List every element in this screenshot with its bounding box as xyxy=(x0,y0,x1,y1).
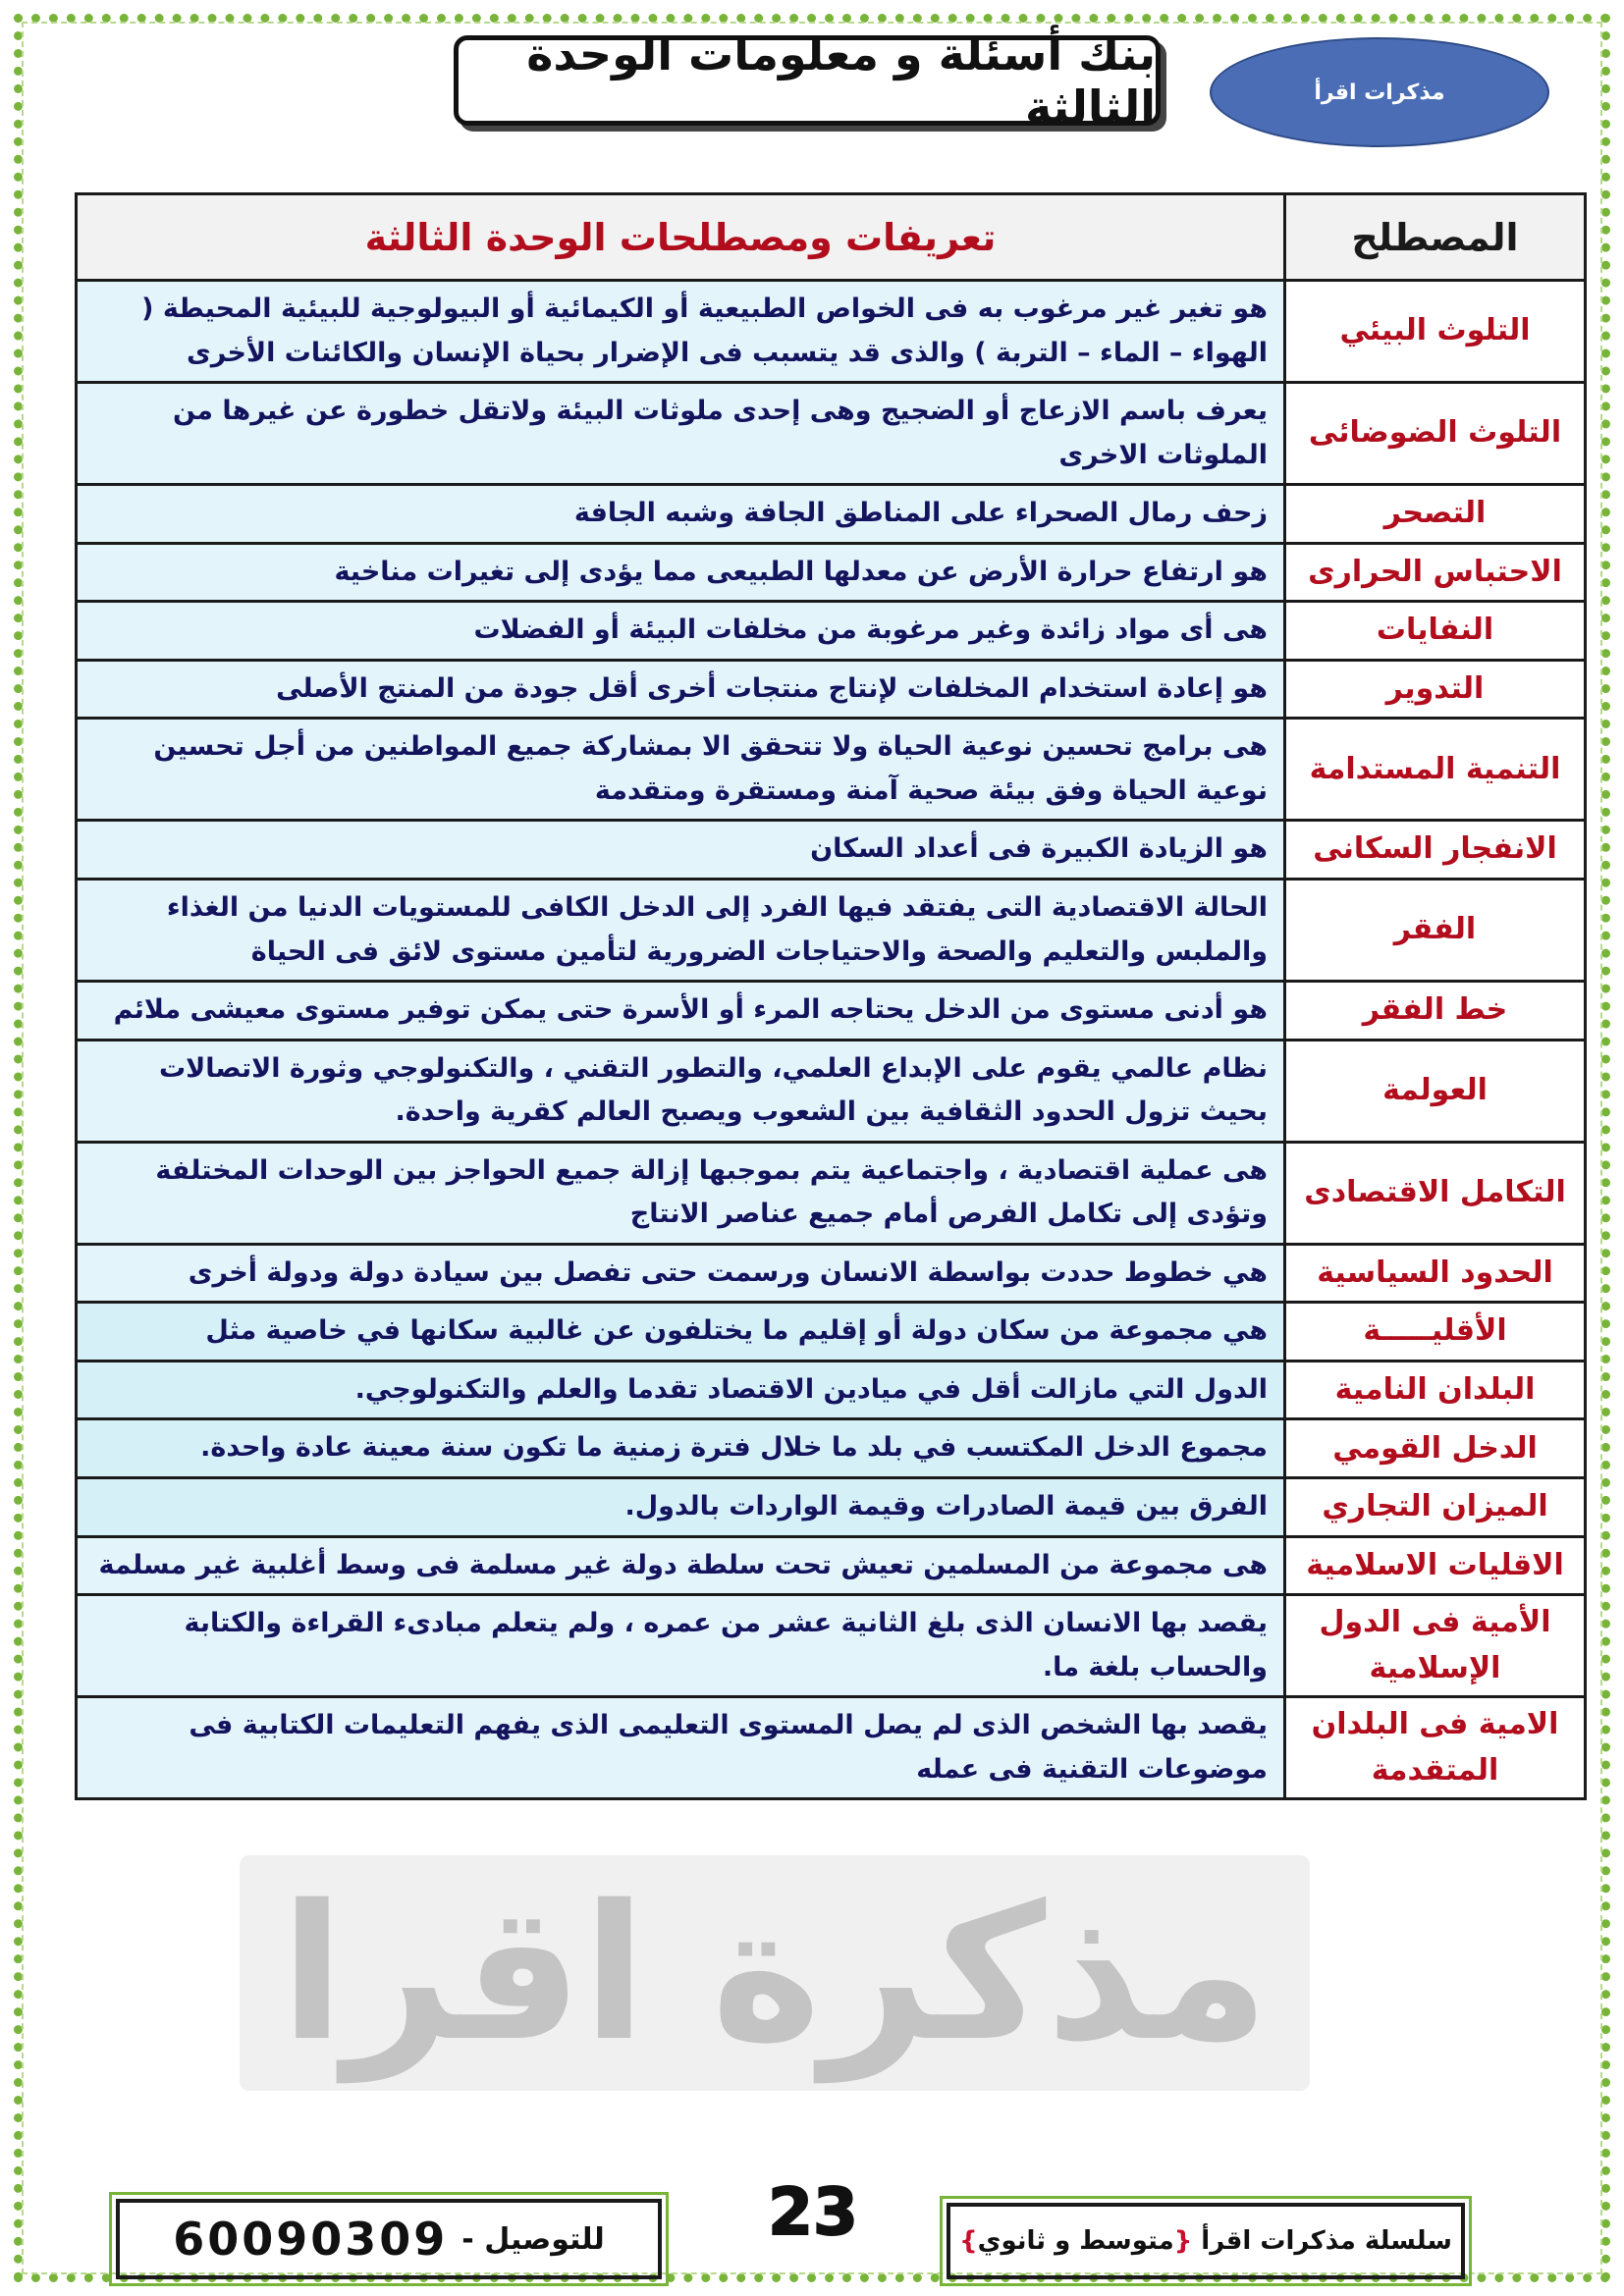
table-row xyxy=(77,1040,1586,1142)
table-row xyxy=(77,543,1586,602)
table-row xyxy=(77,1303,1586,1362)
term-cell: الاقليات الاسلامية xyxy=(1285,1536,1586,1595)
table-row xyxy=(77,1419,1586,1478)
term-cell: التصحر xyxy=(1285,485,1586,544)
definition-cell: هو تغير غير مرغوب به فى الخواص الطبيعية أو الكيمائية أو البيولوجية للبيئية المحيطة ( الهواء – الماء – التربة ) والذى قد يتسبب فى الإضرار بحياة الإنسان والكائنات الأخرى xyxy=(77,281,1285,383)
definition-cell: مجموع الدخل المكتسب في بلد ما خلال فترة زمنية ما تكون سنة معينة عادة واحدة. xyxy=(77,1419,1285,1478)
table-row xyxy=(77,1244,1586,1303)
definition-cell: هو ارتفاع حرارة الأرض عن معدلها الطبيعى مما يؤدى إلى تغيرات مناخية xyxy=(77,543,1285,602)
table-row xyxy=(77,383,1586,485)
contact-footer xyxy=(116,2199,662,2279)
table-row xyxy=(77,1142,1586,1244)
table-row xyxy=(77,1595,1586,1697)
term-cell: خط الفقر xyxy=(1285,982,1586,1041)
term-cell: البلدان النامية xyxy=(1285,1361,1586,1419)
table-row xyxy=(77,1536,1586,1595)
page-title: بنك أسئلة و معلومات الوحدة الثالثة xyxy=(454,35,1161,126)
term-cell: التكامل الاقتصادى xyxy=(1285,1142,1586,1244)
term-cell: الامية فى البلدان المتقدمة xyxy=(1285,1697,1586,1799)
definition-cell: هى عملية اقتصادية ، واجتماعية يتم بموجبها إزالة جميع الحواجز بين الوحدات المختلفة وتؤدى إلى تكامل الفرص أمام جميع عناصر الانتاج xyxy=(77,1142,1285,1244)
term-cell: التنمية المستدامة xyxy=(1285,719,1586,821)
table-header-row xyxy=(77,194,1586,281)
table-row xyxy=(77,281,1586,383)
watermark: مذكرة اقرا xyxy=(240,1855,1310,2091)
term-cell: الأقليـــــة xyxy=(1285,1303,1586,1362)
definition-cell: الدول التي مازالت أقل في ميادين الاقتصاد تقدما والعلم والتكنولوجي. xyxy=(77,1361,1285,1419)
term-cell: العولمة xyxy=(1285,1040,1586,1142)
header-term: المصطلح xyxy=(1285,194,1586,281)
terms-table xyxy=(75,192,1587,1800)
page-number: 23 xyxy=(768,2173,858,2250)
definition-cell: هى أى مواد زائدة وغير مرغوبة من مخلفات البيئة أو الفضلات xyxy=(77,602,1285,661)
definition-cell: الحالة الاقتصادية التى يفتقد فيها الفرد إلى الدخل الكافى للمستويات الدنيا من الغذاء والملبس والتعليم والصحة والاحتياجات الضرورية لتأمين مستوى لائق فى الحياة xyxy=(77,880,1285,982)
definition-cell: هو أدنى مستوى من الدخل يحتاجه المرء أو الأسرة حتى يمكن توفير مستوى معيشى ملائم xyxy=(77,982,1285,1041)
table-row xyxy=(77,660,1586,719)
definition-cell: يقصد بها الانسان الذى بلغ الثانية عشر من عمره ، ولم يتعلم مبادىء القراءة والكتابة والحساب بلغة ما. xyxy=(77,1595,1285,1697)
series-brace-close: } xyxy=(959,2226,978,2256)
definition-cell: هى مجموعة من المسلمين تعيش تحت سلطة دولة غير مسلمة فى وسط أغلبية غير مسلمة xyxy=(77,1536,1285,1595)
header-definition: تعريفات ومصطلحات الوحدة الثالثة xyxy=(77,194,1285,281)
term-cell: التلوث الضوضائى xyxy=(1285,383,1586,485)
definition-cell: نظام عالمي يقوم على الإبداع العلمي، والتطور التقني ، والتكنولوجي وثورة الاتصالات بحيث تزول الحدود الثقافية بين الشعوب ويصبح العالم كقرية واحدة. xyxy=(77,1040,1285,1142)
phone-number: 60090309 xyxy=(173,2213,449,2266)
definition-cell: هو إعادة استخدام المخلفات لإنتاج منتجات أخرى أقل جودة من المنتج الأصلى xyxy=(77,660,1285,719)
series-brace-open: { xyxy=(1173,2226,1193,2256)
term-cell: الدخل القومي xyxy=(1285,1419,1586,1478)
table-row xyxy=(77,602,1586,661)
table-row xyxy=(77,880,1586,982)
series-level: متوسط و ثانوي xyxy=(977,2226,1174,2256)
series-footer xyxy=(947,2203,1465,2279)
term-cell: النفايات xyxy=(1285,602,1586,661)
definition-cell: هو الزيادة الكبيرة فى أعداد السكان xyxy=(77,821,1285,880)
definition-cell: يقصد بها الشخص الذى لم يصل المستوى التعليمى الذى يفهم التعليمات الكتابية فى موضوعات التقنية فى عمله xyxy=(77,1697,1285,1799)
table-row xyxy=(77,1478,1586,1537)
table-row xyxy=(77,821,1586,880)
brand-badge: مذكرات اقرأ xyxy=(1210,37,1549,147)
definition-cell: زحف رمال الصحراء على المناطق الجافة وشبه الجافة xyxy=(77,485,1285,544)
term-cell: الانفجار السكانى xyxy=(1285,821,1586,880)
table-row xyxy=(77,719,1586,821)
term-cell: الفقر xyxy=(1285,880,1586,982)
table-row xyxy=(77,982,1586,1041)
definition-cell: هى برامج تحسين نوعية الحياة ولا تتحقق الا بمشاركة جميع المواطنين من أجل تحسين نوعية الحياة وفق بيئة صحية آمنة ومستقرة ومتقدمة xyxy=(77,719,1285,821)
definition-cell: يعرف باسم الازعاج أو الضجيج وهى إحدى ملوثات البيئة ولاتقل خطورة عن غيرها من الملوثات الاخرى xyxy=(77,383,1285,485)
contact-label: للتوصيل - xyxy=(461,2221,605,2257)
table-row xyxy=(77,1361,1586,1419)
series-prefix: سلسلة مذكرات اقرأ xyxy=(1201,2226,1452,2256)
term-cell: الميزان التجاري xyxy=(1285,1478,1586,1537)
term-cell: التلوث البيئي xyxy=(1285,281,1586,383)
term-cell: الاحتباس الحرارى xyxy=(1285,543,1586,602)
definition-cell: هي مجموعة من سكان دولة أو إقليم ما يختلفون عن غالبية سكانها في خاصية مثل xyxy=(77,1303,1285,1362)
term-cell: التدوير xyxy=(1285,660,1586,719)
definition-cell: الفرق بين قيمة الصادرات وقيمة الواردات بالدول. xyxy=(77,1478,1285,1537)
term-cell: الحدود السياسية xyxy=(1285,1244,1586,1303)
term-cell: الأمية فى الدول الإسلامية xyxy=(1285,1595,1586,1697)
definition-cell: هي خطوط حددت بواسطة الانسان ورسمت حتى تفصل بين سيادة دولة ودولة أخرى xyxy=(77,1244,1285,1303)
table-row xyxy=(77,485,1586,544)
table-row xyxy=(77,1697,1586,1799)
